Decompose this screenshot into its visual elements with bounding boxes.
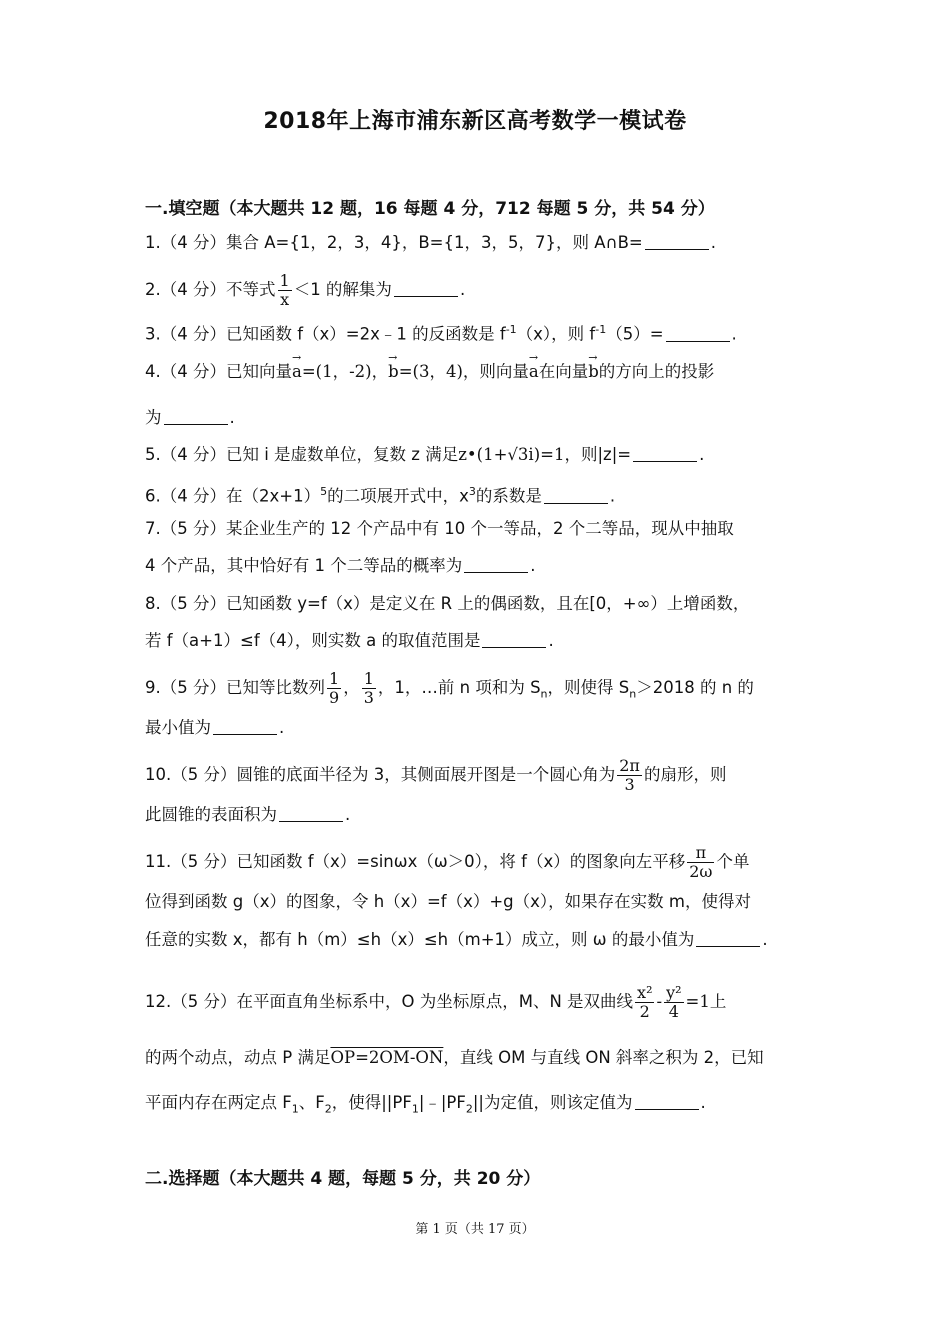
vector-a: → a	[292, 361, 302, 383]
answer-blank	[633, 445, 697, 462]
fraction-denominator: 3	[624, 775, 635, 794]
question-7-continued: 4 个产品，其中恰好有 1 个二等品的概率为 .	[145, 556, 536, 575]
question-text: =(1，-2)，	[301, 362, 389, 381]
question-11	[145, 844, 810, 881]
question-text: 的系数是	[475, 486, 542, 506]
answer-blank	[464, 556, 528, 573]
question-text: 4.（4 分）已知向量	[145, 362, 292, 381]
answer-blank	[544, 487, 608, 504]
question-2: 2.（4 分）不等式 $\frac{1}{x}$ ＜1 的解集为 .	[145, 271, 466, 309]
question-text: 11.（5 分）已知函数 f（x）=sinωx（ω＞0），将 f（x）的图象向左平移	[145, 852, 686, 871]
vector-b: → b	[388, 361, 399, 383]
question-text: 在向量	[538, 362, 589, 381]
question-text: ，直线 OM 与直线 ON 斜率之积为 2，已知	[443, 1048, 764, 1067]
question-3: 3.（4 分）已知函数 f（x）=2x﹣1 的反函数是 $f^{-1}(x)$，则 $f^{-1}(5)=$ .	[145, 323, 737, 344]
question-text: 4 个产品，其中恰好有 1 个二等品的概率为	[145, 556, 463, 575]
question-text: 、F	[298, 1093, 325, 1112]
question-12	[145, 984, 810, 1021]
superscript: -1	[505, 323, 517, 336]
math-expression: z•(1+√3i)=1	[458, 445, 565, 464]
fraction-denominator: 2	[639, 1002, 650, 1021]
fraction	[687, 844, 714, 881]
minus-sign: -	[656, 992, 663, 1011]
question-text: 10.（5 分）圆锥的底面半径为 3，其侧面展开图是一个圆心角为	[145, 765, 616, 784]
question-text: |﹣|PF	[418, 1093, 466, 1112]
question-11-continued	[145, 891, 810, 913]
answer-blank	[279, 805, 343, 822]
question-text: ，1，…前 n 项和为 S	[377, 678, 541, 697]
superscript: -1	[595, 323, 607, 336]
question-10	[145, 757, 810, 794]
vector-equation: OP=2OM-ON	[330, 1048, 444, 1067]
superscript: 3	[468, 485, 476, 498]
fraction-numerator: π	[687, 844, 714, 863]
fraction-numerator: 1	[363, 669, 374, 688]
fraction-numerator: y²	[666, 983, 682, 1002]
vector-a: → a	[529, 361, 539, 383]
question-text: 6.（4 分）在（2x+1）	[145, 486, 321, 506]
question-text: 8.（5 分）已知函数 y=f（x）是定义在 R 上的偶函数，且在[0，+∞）上增函数，	[145, 594, 750, 613]
page-title: 2018年上海市浦东新区高考数学一模试卷	[263, 109, 687, 134]
answer-blank	[645, 233, 709, 250]
question-text: ||为定值，则该定值为	[472, 1093, 633, 1112]
question-8-continued: 若 f（a+1）≤f（4），则实数 a 的取值范围是 .	[145, 631, 554, 650]
fraction-numerator: 2π	[619, 756, 640, 775]
vector-b: → b	[588, 361, 599, 383]
subscript: 2	[465, 1102, 473, 1116]
subscript: 1	[411, 1102, 419, 1116]
answer-blank	[164, 408, 228, 425]
question-text: 为	[145, 408, 162, 427]
question-text: 7.（5 分）某企业生产的 12 个产品中有 10 个一等品，2 个二等品，现从中抽取	[145, 519, 734, 538]
question-text: ＞2018 的 n 的	[636, 678, 754, 697]
fraction-denominator: x	[280, 290, 290, 309]
answer-blank	[213, 718, 277, 735]
question-12-continued	[145, 1047, 810, 1069]
section-heading-fill-in: 一.填空题（本大题共 12 题，16 每题 4 分，712 每题 5 分，共 54 分）	[145, 199, 715, 219]
subscript: 2	[324, 1102, 332, 1116]
answer-blank	[666, 325, 730, 342]
question-text: 个单	[716, 852, 750, 871]
question-12-continued-2: 平面内存在两定点 $F_1$、$F_2$，使得$||PF_1|﹣|PF_2||$为定值，则该定值为 .	[145, 1093, 706, 1116]
question-text: 2.（4 分）不等式	[145, 280, 276, 299]
fraction	[617, 757, 642, 794]
question-text: ＜1 的解集为	[293, 280, 392, 299]
question-text: 若 f（a+1）≤f（4），则实数 a 的取值范围是	[145, 631, 481, 650]
fraction	[362, 670, 376, 707]
question-5: 5.（4 分）已知 i 是虚数单位，复数 z 满足z•(1+√3i)=1，则|z|= .	[145, 445, 705, 464]
fraction-numerator: x²	[637, 983, 653, 1002]
question-text: 5.（4 分）已知 i 是虚数单位，复数 z 满足	[145, 445, 459, 464]
question-text: ，使得||PF	[331, 1093, 412, 1112]
fraction-denominator: 4	[668, 1002, 679, 1021]
question-8	[145, 593, 810, 615]
question-text: 12.（5 分）在平面直角坐标系中，O 为坐标原点，M、N 是双曲线	[145, 992, 634, 1011]
question-9-continued: 最小值为 .	[145, 718, 285, 737]
subscript: n	[629, 687, 637, 701]
subscript: n	[540, 687, 548, 701]
separator: ，	[343, 678, 360, 697]
question-text: 的方向上的投影	[598, 362, 715, 381]
fraction-numerator: 1	[279, 271, 290, 290]
question-text: 3.（4 分）已知函数 f（x）=2x﹣1 的反函数是 f	[145, 324, 506, 344]
question-text: （5）=	[606, 324, 664, 344]
fraction	[327, 670, 341, 707]
question-1: 1.（4 分）集合 A={1，2，3，4}，B={1，3，5，7}，则 A∩B= .	[145, 233, 716, 252]
question-text: ，则使得 S	[547, 678, 630, 697]
question-9	[145, 670, 810, 707]
subscript: 1	[291, 1102, 299, 1116]
fraction-denominator: 2ω	[689, 862, 713, 881]
question-text: 位得到函数 g（x）的图象，令 h（x）=f（x）+g（x），如果存在实数 m，使得对	[145, 892, 751, 911]
question-text: =1上	[685, 992, 727, 1011]
answer-blank	[696, 930, 760, 947]
section-heading-multiple-choice: 二.选择题（本大题共 4 题，每题 5 分，共 20 分）	[145, 1169, 541, 1189]
fraction-denominator: 3	[363, 688, 374, 707]
question-text: 9.（5 分）已知等比数列	[145, 678, 325, 697]
superscript: 5	[320, 485, 328, 498]
answer-blank	[635, 1093, 699, 1110]
question-text: 的二项展开式中，x	[327, 486, 469, 506]
question-4	[145, 361, 810, 383]
question-4-continued: 为 .	[145, 408, 235, 427]
question-text: ，则|z|=	[564, 445, 632, 464]
page-footer: 第 1 页（共 17 页）	[415, 1222, 535, 1237]
question-10-continued: 此圆锥的表面积为 .	[145, 805, 351, 824]
question-6: 6.（4 分）在$(2x+1)^5$的二项展开式中，$x^3$的系数是 .	[145, 485, 616, 506]
question-text: 任意的实数 x，都有 h（m）≤h（x）≤h（m+1）成立，则 ω 的最小值为	[145, 930, 695, 949]
question-7	[145, 518, 810, 540]
fraction-numerator: 1	[329, 669, 340, 688]
fraction	[635, 984, 654, 1021]
question-text: 的扇形，则	[643, 765, 727, 784]
question-text: 此圆锥的表面积为	[145, 805, 277, 824]
answer-blank	[482, 631, 546, 648]
question-text: =(3，4)，则向量	[398, 362, 529, 381]
question-text: （x），则 f	[516, 324, 596, 344]
question-text: 1.（4 分）集合 A={1，2，3，4}，B={1，3，5，7}，则 A∩B=	[145, 233, 643, 252]
fraction-denominator: 9	[329, 688, 340, 707]
fraction	[664, 984, 683, 1021]
question-11-continued-2: 任意的实数 x，都有 h（m）≤h（x）≤h（m+1）成立，则 ω 的最小值为 .	[145, 930, 768, 949]
question-text: 平面内存在两定点 F	[145, 1093, 292, 1112]
question-text: 最小值为	[145, 718, 211, 737]
fraction	[278, 272, 292, 309]
question-text: 的两个动点，动点 P 满足	[145, 1048, 331, 1067]
answer-blank	[394, 280, 458, 297]
